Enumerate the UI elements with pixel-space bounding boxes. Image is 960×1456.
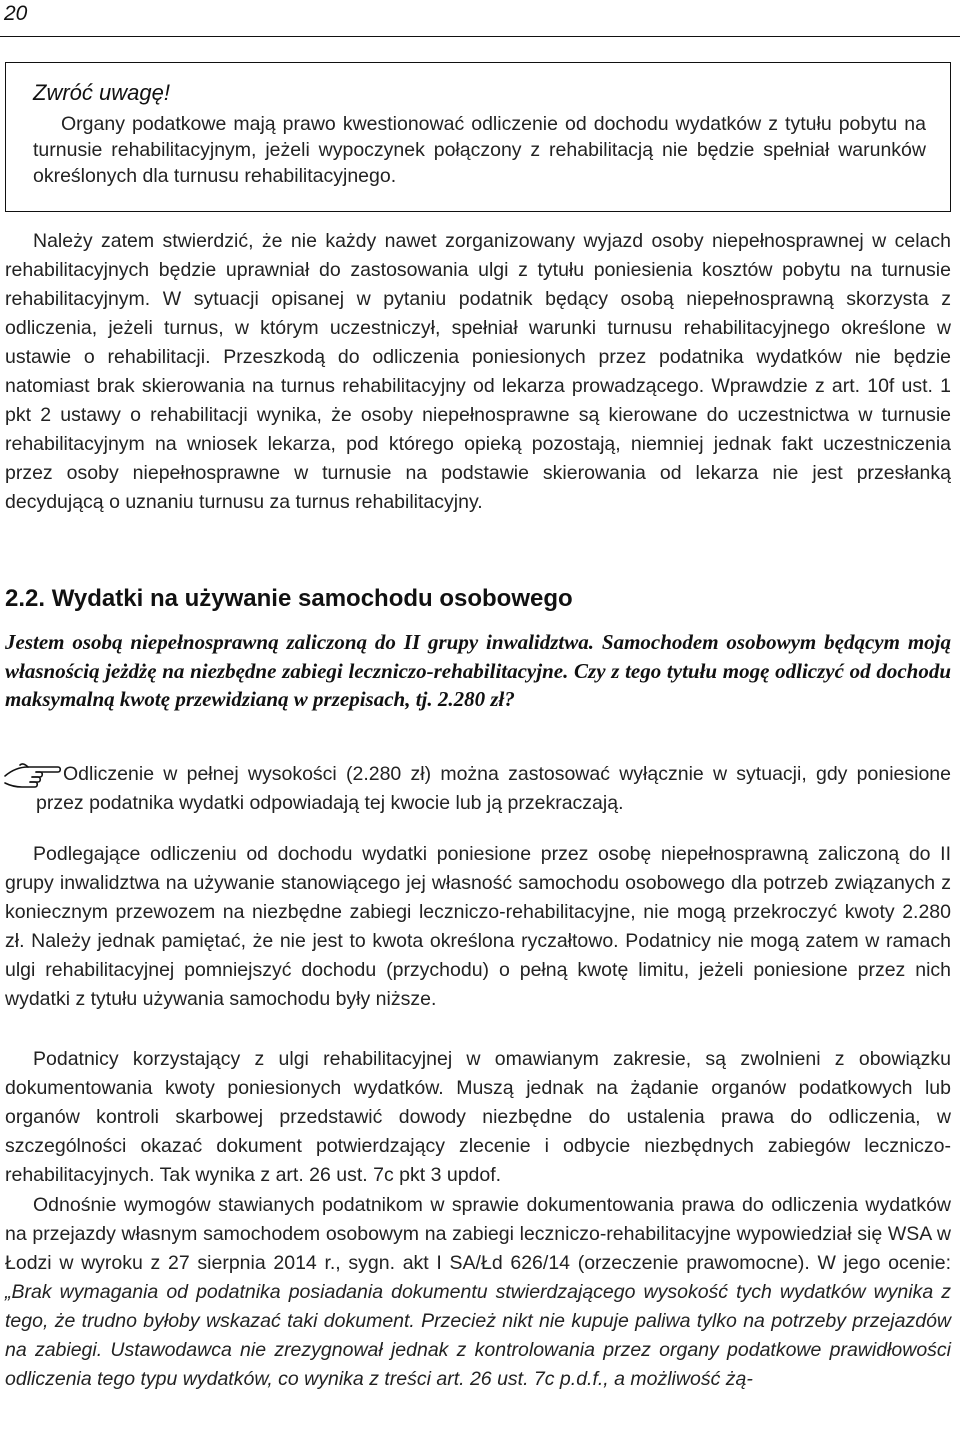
- section-heading: 2.2. Wydatki na używanie samochodu osobowego: [5, 585, 573, 612]
- page-number: 20: [4, 2, 28, 25]
- notice-text: Organy podatkowe mają prawo kwestionować odliczenie od dochodu wydatków z tytułu pobytu na turnusie rehabilitacyjnym, jeżeli wypoczynek połączony z rehabilitacją nie będzie spełniał warunków określonych dla turnusu rehabilitacyjnego.: [33, 113, 926, 187]
- court-quote: „Brak wymagania od podatnika posiadania dokumentu stwierdzającego wysokość tych wydatków wynika z tego, że trudno byłoby wskazać taki dokument. Przecież nikt nie kupuje paliwa tylko na potrzeby przejazdów na zabiegi. Ustawodawca nie zrezygnował jednak z kontrolowania przez organy podatkowe prawidłowości odliczenia tego typu wydatków, co wynika z treści art. 26 ust. 7c p.d.f., a możliwość żą-: [5, 1281, 951, 1390]
- paragraph-3: Podatnicy korzystający z ulgi rehabilitacyjnej w omawianym zakresie, są zwolnieni z obowiązku dokumentowania kwoty poniesionych wydatków. Muszą jednak na żądanie organów podatkowych lub organów kontroli skarbowej przedstawić dowody niezbędne do ustalenia prawa do odliczenia, w szczególności okazać dokument potwierdzający zlecenie i odbycie niezbędnych zabiegów leczniczo-rehabilitacyjnych. Tak wynika z art. 26 ust. 7c pkt 3 updof.: [5, 1048, 951, 1186]
- notice-box: [5, 62, 951, 212]
- paragraph-4: [5, 1191, 951, 1394]
- paragraph-2: Podlegające odliczeniu od dochodu wydatki poniesione przez osobę niepełnosprawną zaliczoną do II grupy inwalidztwa na używanie stanowiącego jej własność samochodu osobowego dla potrzeb związanych z koniecznym przewozem na niezbędne zabiegi leczniczo-rehabilitacyjne, nie mogą przekroczyć kwoty 2.280 zł. Należy jednak pamiętać, że nie jest to kwota określona ryczałtowo. Podatnicy nie mogą zatem w ramach ulgi rehabilitacyjnej pomniejszyć dochodu (przychodu) o pełną kwotę limitu, jeżeli poniesione przez nich wydatki z tytułu używania samochodu były niższe.: [5, 843, 951, 1010]
- paragraph-4-text: Odnośnie wymogów stawianych podatnikom w sprawie dokumentowania prawa do odliczenia wydatków na przejazdy własnym samochodem osobowym na zabiegi leczniczo-rehabilitacyjne wypowiedział się WSA w Łodzi w wyroku z 27 sierpnia 2014 r., sygn. akt I SA/Łd 626/14 (orzeczenie prawomocne). W jego ocenie:: [5, 1194, 951, 1274]
- answer-text: Odliczenie w pełnej wysokości (2.280 zł) można zastosować wyłącznie w sytuacji, gdy poniesione przez podatnika wydatki odpowiadają tej kwocie lub ją przekraczają.: [36, 763, 951, 814]
- notice-title: Zwróć uwagę!: [33, 80, 170, 105]
- header-rule: [0, 36, 960, 37]
- paragraph-1: Należy zatem stwierdzić, że nie każdy nawet zorganizowany wyjazd osoby niepełnosprawnej w celach rehabilitacyjnych będzie uprawniał do zastosowania ulgi z tytułu poniesienia kosztów pobytu na turnusie rehabilitacyjnym. W sytuacji opisanej w pytaniu podatnik będący osobą niepełnosprawną skorzysta z odliczenia, jeżeli turnus, w którym uczestniczył, spełniał warunki turnusu rehabilitacyjnego określone w ustawie o rehabilitacji. Przeszkodą do odliczenia poniesionych przez podatnika wydatków nie będzie natomiast brak skierowania na turnus rehabilitacyjny od lekarza prowadzącego. Wprawdzie z art. 10f ust. 1 pkt 2 ustawy o rehabilitacji wynika, że osoby niepełnosprawne są kierowane do uczestnictwa w turnusie rehabilitacyjnym na wniosek lekarza, pod którego opieką pozostają, niemniej jednak fakt uczestniczenia przez osoby niepełnosprawne w turnusie na podstawie skierowania od lekarza nie jest przesłanką decydującą o uznaniu turnusu za turnus rehabilitacyjny.: [5, 230, 951, 513]
- question-text: Jestem osobą niepełnosprawną zaliczoną do II grupy inwalidztwa. Samochodem osobowym będącym moją własnością jeżdżę na niezbędne zabiegi leczniczo-rehabilitacyjne. Czy z tego tytułu mogę odliczyć od dochodu maksymalną kwotę przewidzianą w przepisach, tj. 2.280 zł?: [5, 630, 951, 711]
